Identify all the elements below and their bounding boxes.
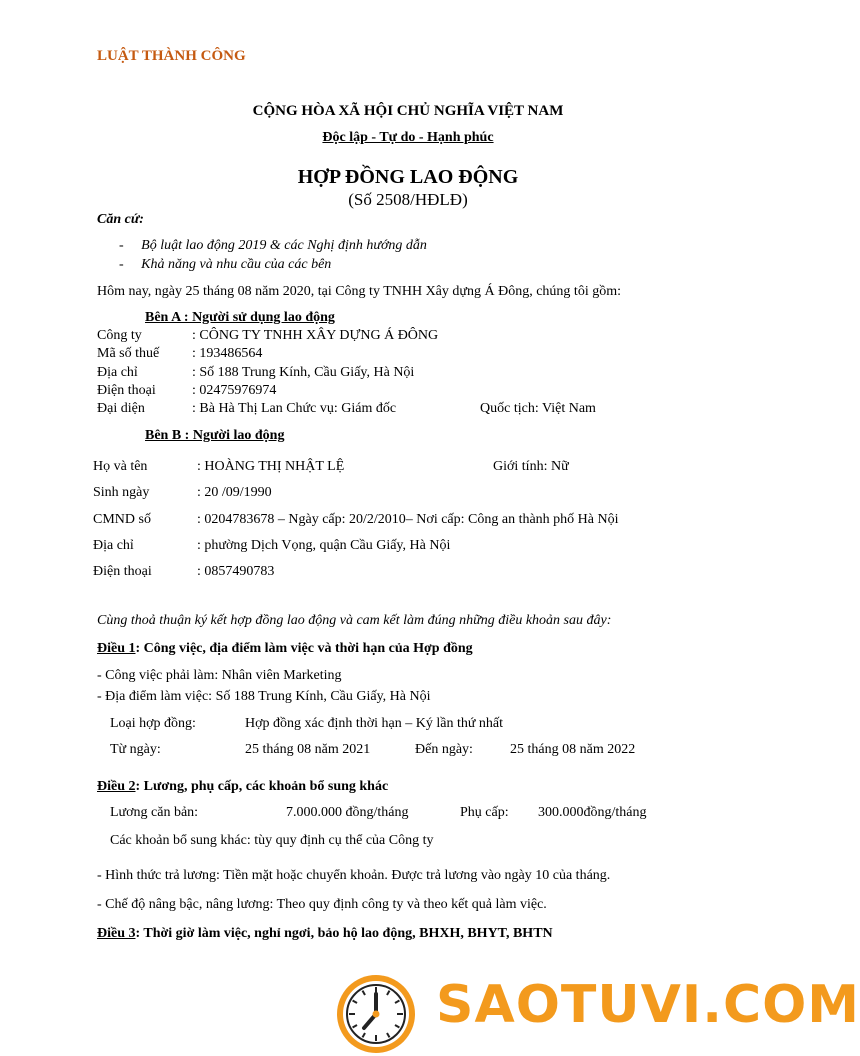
contract-type-value: Hợp đồng xác định thời hạn – Ký lần thứ nhất (245, 716, 504, 731)
to-date-value: 25 tháng 08 năm 2022 (510, 742, 636, 757)
basis-label: Căn cứ: (97, 212, 144, 227)
allowance-value: 300.000đồng/tháng (538, 805, 647, 820)
party-a-label: Mã số thuế (97, 346, 160, 361)
party-a-label: Đại diện (97, 401, 145, 416)
article-1-heading: Điều 1: Công việc, địa điểm làm việc và thời hạn của Hợp đồng (97, 641, 473, 656)
extras-text: Các khoản bổ sung khác: tùy quy định cụ thể của Công ty (110, 833, 434, 848)
party-a-value: : 02475976974 (192, 383, 277, 398)
party-a-value: : Bà Hà Thị Lan Chức vụ: Giám đốc (192, 401, 397, 416)
party-a-nationality: Quốc tịch: Việt Nam (480, 401, 596, 416)
salary-value: 7.000.000 đồng/tháng (286, 805, 409, 820)
party-a-heading: Bên A : Người sử dụng lao động (145, 310, 335, 325)
agreement-text: Cùng thoả thuận ký kết hợp đồng lao động và cam kết làm đúng những điều khoản sau đây: (97, 613, 612, 628)
party-a-value: : CÔNG TY TNHH XÂY DỰNG Á ĐÔNG (192, 328, 439, 343)
party-a-value: : Số 188 Trung Kính, Cầu Giấy, Hà Nội (192, 365, 415, 380)
party-b-label: Địa chỉ (93, 538, 134, 553)
allowance-label: Phụ cấp: (460, 805, 509, 820)
party-a-label: Địa chỉ (97, 365, 138, 380)
party-b-value: : 20 /09/1990 (197, 485, 272, 500)
party-a-value: : 193486564 (192, 346, 263, 361)
party-a-label: Công ty (97, 328, 142, 343)
article-3-heading: Điều 3: Thời giờ làm việc, nghỉ ngơi, bảo hộ lao động, BHXH, BHYT, BHTN (97, 926, 553, 941)
party-b-value: : 0204783678 – Ngày cấp: 20/2/2010– Nơi cấp: Công an thành phố Hà Nội (197, 512, 619, 527)
party-b-value: : phường Dịch Vọng, quận Cầu Giấy, Hà Nội (197, 538, 451, 553)
article-1-job: - Công việc phải làm: Nhân viên Marketing (97, 668, 342, 683)
party-b-value: : 0857490783 (197, 564, 275, 579)
basis-item-1: - Bộ luật lao động 2019 & các Nghị định hướng dẫn (119, 238, 427, 253)
watermark-text: SAOTUVI.COM (436, 975, 860, 1035)
article-1-place: - Địa điểm làm việc: Số 188 Trung Kính, Cầu Giấy, Hà Nội (97, 689, 431, 704)
party-b-value: : HOÀNG THỊ NHẬT LỆ (197, 459, 345, 474)
salary-label: Lương căn bản: (110, 805, 199, 820)
party-b-label: Họ và tên (93, 459, 148, 474)
nation-heading: CỘNG HÒA XÃ HỘI CHỦ NGHĨA VIỆT NAM (252, 103, 564, 119)
document-number: (Số 2508/HĐLĐ) (348, 190, 468, 209)
from-date-label: Từ ngày: (110, 742, 161, 757)
brand-name: LUẬT THÀNH CÔNG (97, 48, 246, 64)
payment-text: - Hình thức trả lương: Tiền mặt hoặc chuyển khoản. Được trả lương vào ngày 10 của tháng. (97, 868, 611, 883)
party-b-heading: Bên B : Người lao động (145, 428, 285, 443)
document-title: HỢP ĐỒNG LAO ĐỘNG (297, 166, 519, 188)
party-a-label: Điện thoại (97, 383, 156, 398)
raise-text: - Chế độ nâng bậc, nâng lương: Theo quy định công ty và theo kết quả làm việc. (97, 897, 547, 912)
party-b-label: Điện thoại (93, 564, 152, 579)
party-b-gender: Giới tính: Nữ (493, 459, 569, 474)
to-date-label: Đến ngày: (415, 742, 473, 757)
intro-text: Hôm nay, ngày 25 tháng 08 năm 2020, tại Công ty TNHH Xây dựng Á Đông, chúng tôi gồm: (97, 284, 621, 299)
basis-item-2: - Khả năng và nhu cầu của các bên (119, 257, 332, 272)
party-b-label: CMND số (93, 512, 151, 527)
article-2-heading: Điều 2: Lương, phụ cấp, các khoản bổ sung khác (97, 779, 389, 794)
motto: Độc lập - Tự do - Hạnh phúc (322, 130, 494, 145)
party-b-label: Sinh ngày (93, 485, 150, 500)
from-date-value: 25 tháng 08 năm 2021 (245, 742, 371, 757)
contract-type-label: Loại hợp đồng: (110, 716, 196, 731)
